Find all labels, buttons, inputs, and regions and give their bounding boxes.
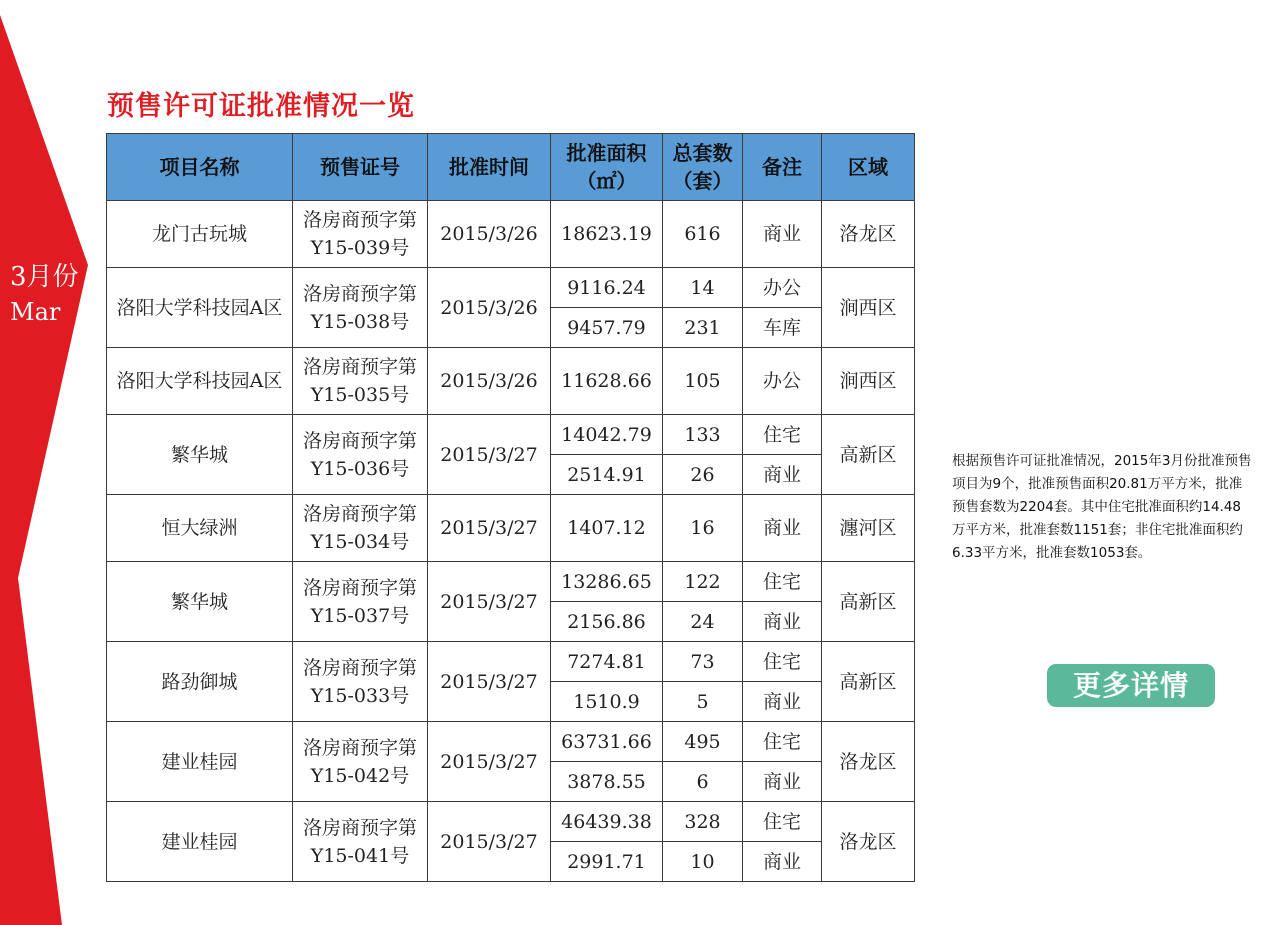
table-header-row: [107, 134, 915, 201]
cell-approval-date: 2015/3/27: [428, 415, 551, 495]
cell-district: 洛龙区: [822, 802, 915, 882]
cell-district: 洛龙区: [822, 201, 915, 268]
cell-total-units: 10: [663, 842, 743, 882]
cell-district: 瀍河区: [822, 495, 915, 562]
cell-district: 高新区: [822, 642, 915, 722]
cell-project-name: 繁华城: [107, 415, 293, 495]
cell-approved-area: 2156.86: [551, 602, 663, 642]
cell-approved-area: 11628.66: [551, 348, 663, 415]
cell-note: 办公: [743, 268, 822, 308]
cell-total-units: 5: [663, 682, 743, 722]
cell-project-name: 恒大绿洲: [107, 495, 293, 562]
cell-permit-number: 洛房商预字第Y15-035号: [293, 348, 428, 415]
cell-note: 住宅: [743, 642, 822, 682]
cell-total-units: 231: [663, 308, 743, 348]
red-ribbon: [0, 0, 90, 925]
cell-note: 商业: [743, 455, 822, 495]
cell-permit-number: 洛房商预字第Y15-041号: [293, 802, 428, 882]
cell-note: 商业: [743, 201, 822, 268]
cell-approval-date: 2015/3/27: [428, 495, 551, 562]
cell-total-units: 122: [663, 562, 743, 602]
page-title: 预售许可证批准情况一览: [107, 91, 415, 122]
cell-permit-number: 洛房商预字第Y15-036号: [293, 415, 428, 495]
summary-text: 根据预售许可证批准情况，2015年3月份批准预售项目为9个，批准预售面积20.81万平方米，批准预售套数为2204套。其中住宅批准面积约14.48万平方米，批准套数1151套；非住宅批准面积约6.33平方米，批准套数1053套。: [952, 453, 1252, 561]
cell-approved-area: 9457.79: [551, 308, 663, 348]
cell-project-name: 建业桂园: [107, 722, 293, 802]
cell-approved-area: 46439.38: [551, 802, 663, 842]
header-total-units: 总套数（套）: [663, 134, 743, 201]
cell-approval-date: 2015/3/27: [428, 802, 551, 882]
cell-note: 商业: [743, 682, 822, 722]
cell-total-units: 73: [663, 642, 743, 682]
cell-permit-number: 洛房商预字第Y15-033号: [293, 642, 428, 722]
cell-approved-area: 7274.81: [551, 642, 663, 682]
cell-approval-date: 2015/3/26: [428, 201, 551, 268]
cell-total-units: 328: [663, 802, 743, 842]
month-label-en: Mar: [10, 298, 61, 326]
table-row: [107, 495, 915, 562]
table-row: [107, 802, 915, 842]
cell-approved-area: 2991.71: [551, 842, 663, 882]
table-row: [107, 201, 915, 268]
cell-note: 住宅: [743, 722, 822, 762]
cell-approval-date: 2015/3/26: [428, 268, 551, 348]
cell-district: 高新区: [822, 415, 915, 495]
cell-permit-number: 洛房商预字第Y15-037号: [293, 562, 428, 642]
table-row: [107, 562, 915, 602]
cell-approval-date: 2015/3/27: [428, 722, 551, 802]
cell-permit-number: 洛房商预字第Y15-039号: [293, 201, 428, 268]
cell-note: 住宅: [743, 562, 822, 602]
cell-total-units: 616: [663, 201, 743, 268]
cell-note: 住宅: [743, 415, 822, 455]
table-row: [107, 268, 915, 308]
table-row: [107, 415, 915, 455]
cell-approved-area: 2514.91: [551, 455, 663, 495]
cell-total-units: 105: [663, 348, 743, 415]
cell-approved-area: 1510.9: [551, 682, 663, 722]
cell-approval-date: 2015/3/27: [428, 562, 551, 642]
cell-permit-number: 洛房商预字第Y15-038号: [293, 268, 428, 348]
cell-note: 住宅: [743, 802, 822, 842]
cell-district: 洛龙区: [822, 722, 915, 802]
month-label-cn: 3月份: [10, 262, 79, 292]
cell-approved-area: 3878.55: [551, 762, 663, 802]
cell-permit-number: 洛房商预字第Y15-042号: [293, 722, 428, 802]
cell-note: 商业: [743, 762, 822, 802]
cell-total-units: 24: [663, 602, 743, 642]
cell-project-name: 龙门古玩城: [107, 201, 293, 268]
cell-approval-date: 2015/3/27: [428, 642, 551, 722]
cell-approved-area: 13286.65: [551, 562, 663, 602]
cell-district: 涧西区: [822, 348, 915, 415]
cell-total-units: 14: [663, 268, 743, 308]
cell-total-units: 16: [663, 495, 743, 562]
cell-note: 商业: [743, 602, 822, 642]
table-row: [107, 348, 915, 415]
cell-project-name: 繁华城: [107, 562, 293, 642]
cell-project-name: 建业桂园: [107, 802, 293, 882]
cell-district: 涧西区: [822, 268, 915, 348]
cell-total-units: 26: [663, 455, 743, 495]
header-approval-date: 批准时间: [428, 134, 551, 201]
cell-note: 商业: [743, 495, 822, 562]
table-row: [107, 642, 915, 682]
cell-project-name: 洛阳大学科技园A区: [107, 268, 293, 348]
cell-approved-area: 18623.19: [551, 201, 663, 268]
header-note: 备注: [743, 134, 822, 201]
cell-approved-area: 1407.12: [551, 495, 663, 562]
cell-approved-area: 9116.24: [551, 268, 663, 308]
cell-note: 车库: [743, 308, 822, 348]
cell-project-name: 洛阳大学科技园A区: [107, 348, 293, 415]
cell-approval-date: 2015/3/26: [428, 348, 551, 415]
cell-permit-number: 洛房商预字第Y15-034号: [293, 495, 428, 562]
cell-total-units: 495: [663, 722, 743, 762]
header-project-name: 项目名称: [107, 134, 293, 201]
cell-district: 高新区: [822, 562, 915, 642]
permit-table: [106, 133, 915, 882]
cell-project-name: 路劲御城: [107, 642, 293, 722]
cell-total-units: 133: [663, 415, 743, 455]
cell-note: 商业: [743, 842, 822, 882]
header-permit-number: 预售证号: [293, 134, 428, 201]
more-details-button[interactable]: 更多详情: [1047, 664, 1215, 707]
header-approved-area: 批准面积（㎡）: [551, 134, 663, 201]
cell-approved-area: 14042.79: [551, 415, 663, 455]
cell-total-units: 6: [663, 762, 743, 802]
table-row: [107, 722, 915, 762]
cell-approved-area: 63731.66: [551, 722, 663, 762]
cell-note: 办公: [743, 348, 822, 415]
header-district: 区域: [822, 134, 915, 201]
table-body: [107, 201, 915, 882]
